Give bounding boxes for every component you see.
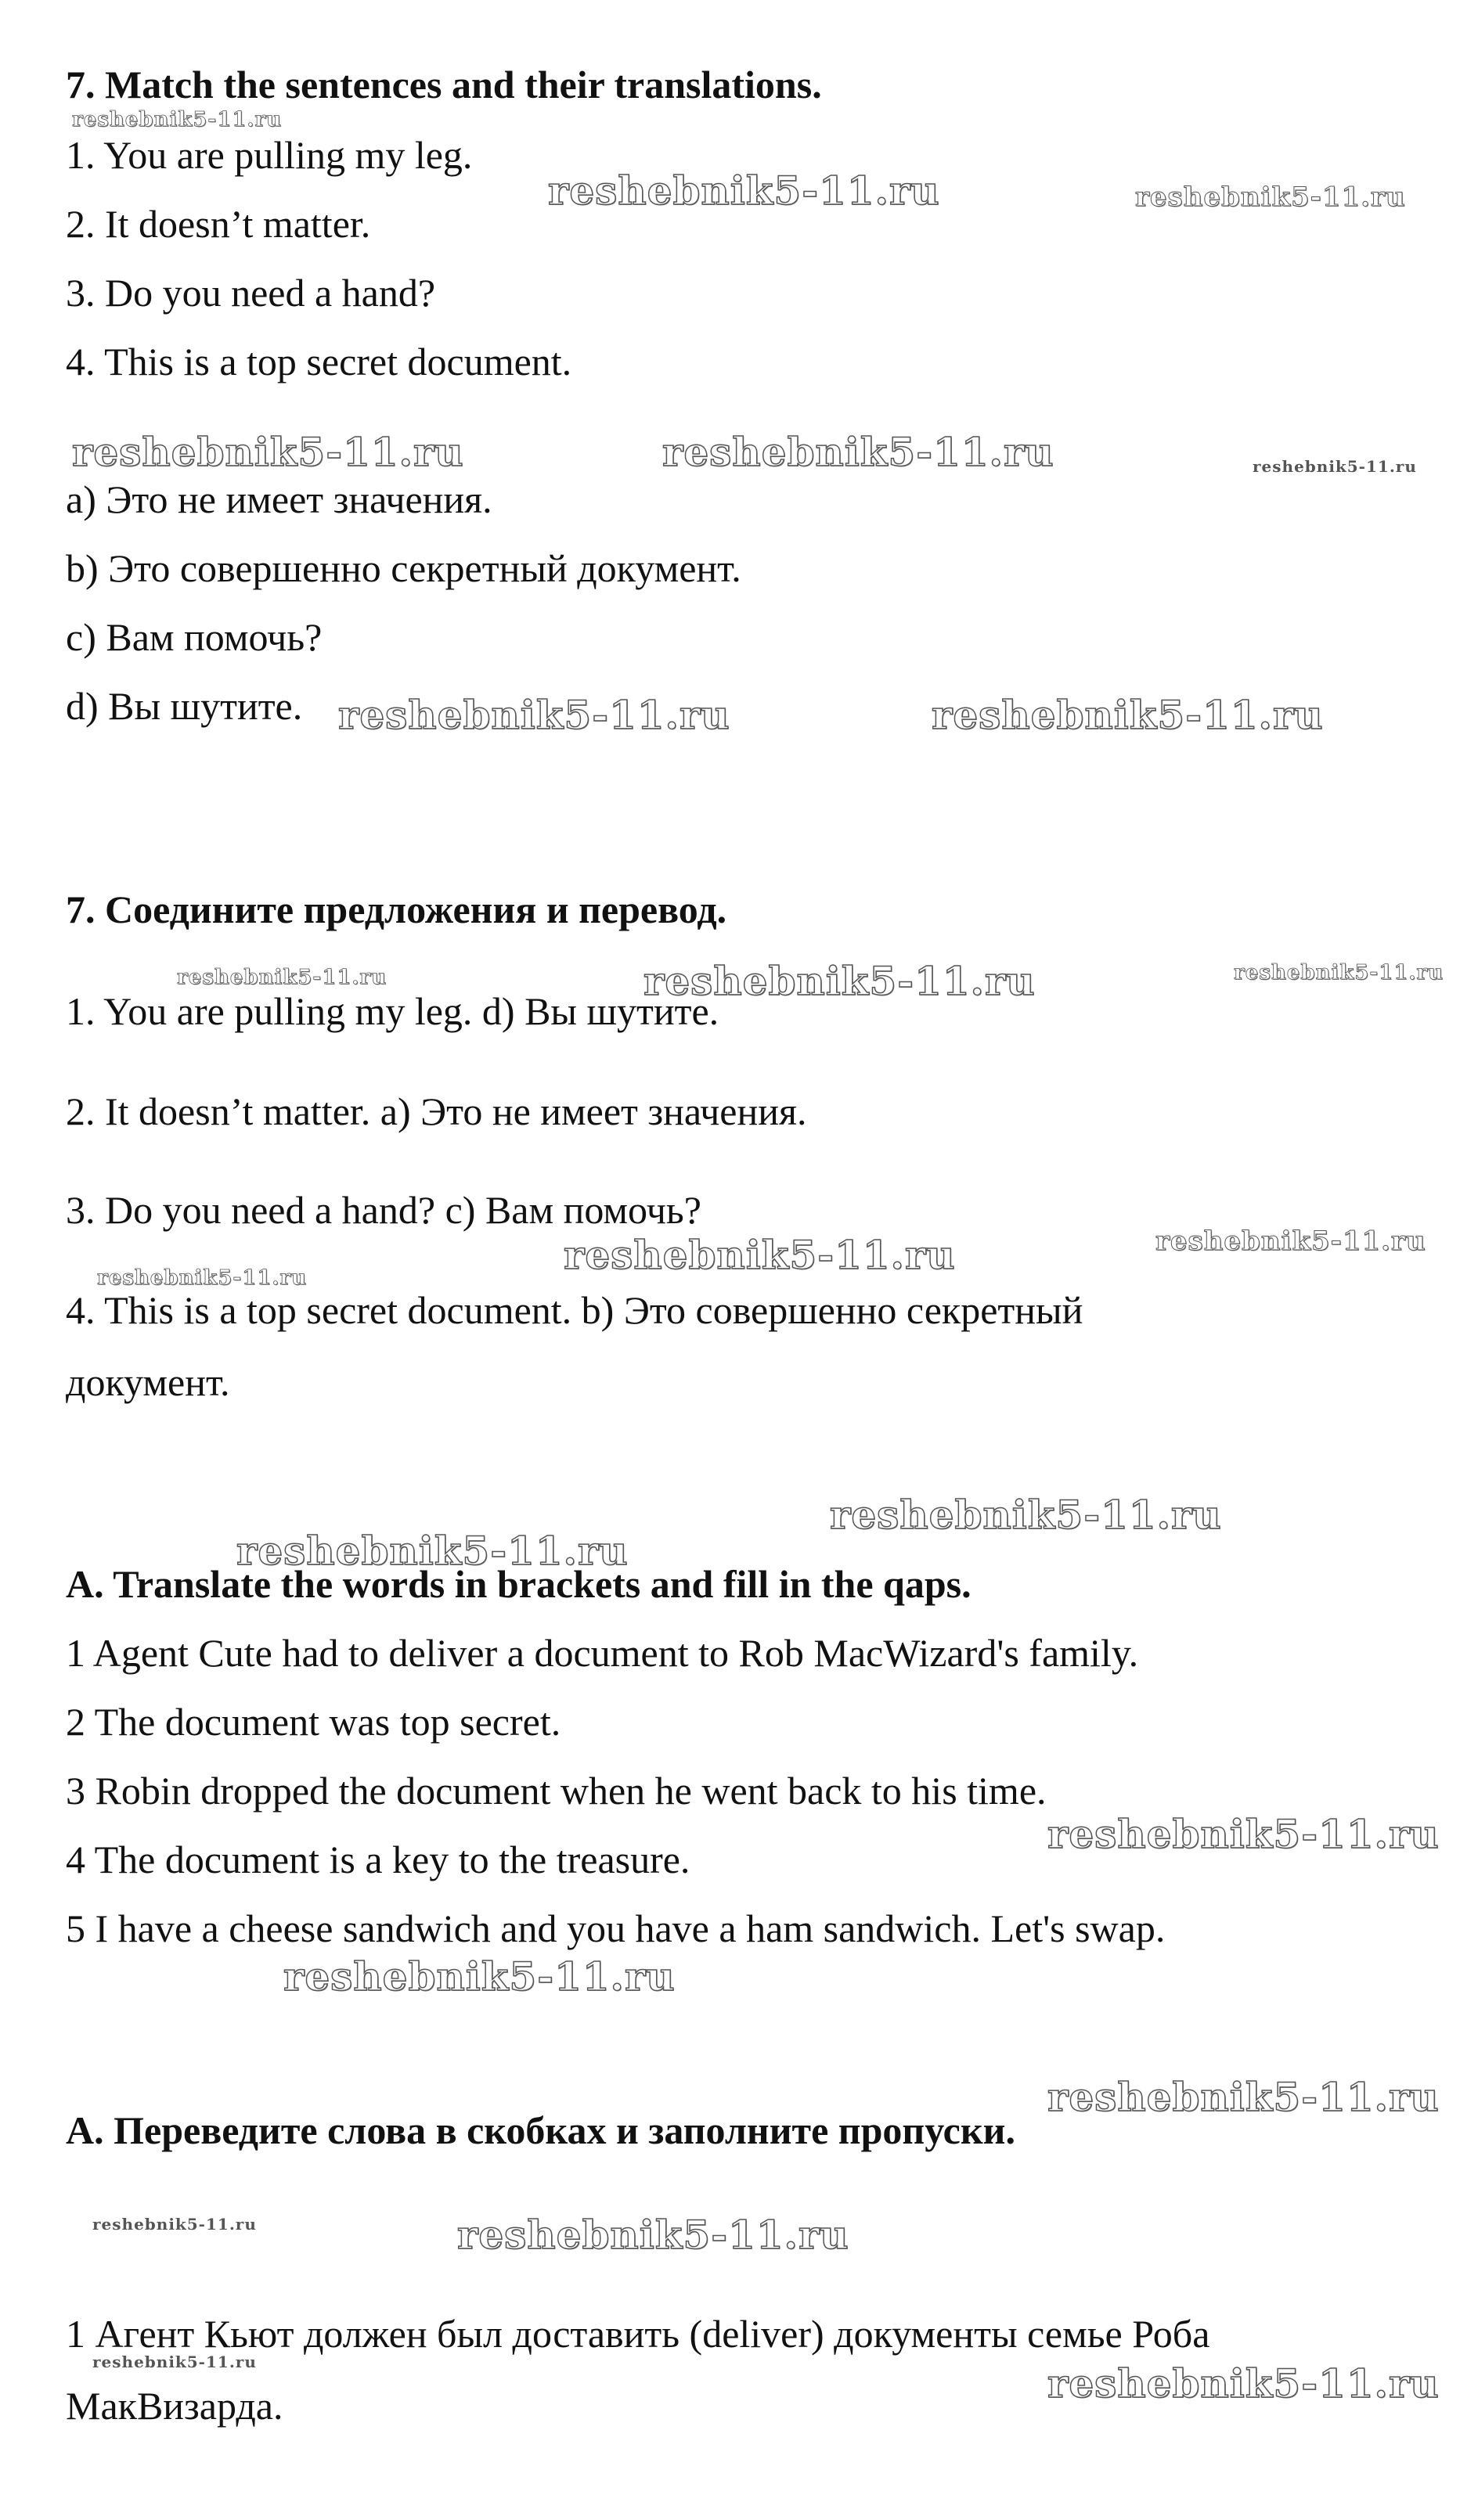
watermark: reshebnik5-11.ru (564, 1232, 956, 1278)
answer-4-continued: документ. (66, 1360, 230, 1404)
fill-item-2: 2 The document was top secret. (66, 1700, 561, 1744)
ru-item-1-continued: МакВизарда. (66, 2384, 283, 2428)
watermark: reshebnik5-11.ru (92, 2215, 257, 2234)
watermark: reshebnik5-11.ru (662, 429, 1054, 475)
answer-1: 1. You are pulling my leg. d) Вы шутите. (66, 989, 719, 1033)
section-heading-match: 7. Match the sentences and their translations. (66, 63, 822, 106)
watermark: reshebnik5-11.ru (1155, 1226, 1426, 1257)
watermark: reshebnik5-11.ru (92, 2353, 257, 2371)
section-heading-translate: A. Translate the words in brackets and fill in the qaps. (66, 1562, 972, 1606)
watermark: reshebnik5-11.ru (1135, 182, 1406, 213)
section-heading-translate-ru: A. Переведите слова в скобках и заполните пропуски. (66, 2108, 1015, 2152)
watermark: reshebnik5-11.ru (457, 2212, 849, 2258)
watermark: reshebnik5-11.ru (932, 692, 1324, 738)
watermark: reshebnik5-11.ru (1047, 1811, 1440, 1857)
watermark: reshebnik5-11.ru (548, 167, 940, 214)
watermark: reshebnik5-11.ru (1234, 961, 1444, 985)
translation-a: a) Это не имеет значения. (66, 477, 492, 521)
watermark: reshebnik5-11.ru (283, 1953, 676, 2000)
watermark: reshebnik5-11.ru (338, 692, 730, 738)
fill-item-4: 4 The document is a key to the treasure. (66, 1838, 690, 1881)
section-heading-match-ru: 7. Соедините предложения и перевод. (66, 887, 727, 931)
answer-3: 3. Do you need a hand? c) Вам помочь? (66, 1188, 701, 1232)
ru-item-1: 1 Агент Кьют должен был доставить (deliver) документы семье Роба (66, 2312, 1210, 2356)
sentence-3: 3. Do you need a hand? (66, 271, 436, 315)
watermark: reshebnik5-11.ru (643, 958, 1036, 1004)
sentence-1: 1. You are pulling my leg. (66, 133, 473, 177)
watermark: reshebnik5-11.ru (1253, 457, 1417, 476)
answer-4: 4. This is a top secret document. b) Это совершенно секретный (66, 1288, 1083, 1332)
translation-b: b) Это совершенно секретный документ. (66, 546, 741, 590)
watermark: reshebnik5-11.ru (177, 966, 388, 989)
translation-d: d) Вы шутите. (66, 684, 303, 728)
fill-item-1: 1 Agent Cute had to deliver a document to Rob MacWizard's family. (66, 1631, 1139, 1675)
sentence-4: 4. This is a top secret document. (66, 340, 572, 383)
answer-2: 2. It doesn’t matter. a) Это не имеет значения. (66, 1089, 807, 1133)
watermark: reshebnik5-11.ru (830, 1492, 1222, 1538)
fill-item-3: 3 Robin dropped the document when he went back to his time. (66, 1769, 1047, 1813)
watermark: reshebnik5-11.ru (1047, 2360, 1440, 2407)
watermark: reshebnik5-11.ru (236, 1528, 629, 1574)
sentence-2: 2. It doesn’t matter. (66, 202, 371, 246)
watermark: reshebnik5-11.ru (72, 429, 464, 475)
watermark: reshebnik5-11.ru (97, 1266, 308, 1290)
watermark: reshebnik5-11.ru (1047, 2074, 1440, 2120)
watermark: reshebnik5-11.ru (72, 108, 283, 131)
translation-c: c) Вам помочь? (66, 615, 323, 659)
fill-item-5: 5 I have a cheese sandwich and you have a ham sandwich. Let's swap. (66, 1906, 1166, 1950)
